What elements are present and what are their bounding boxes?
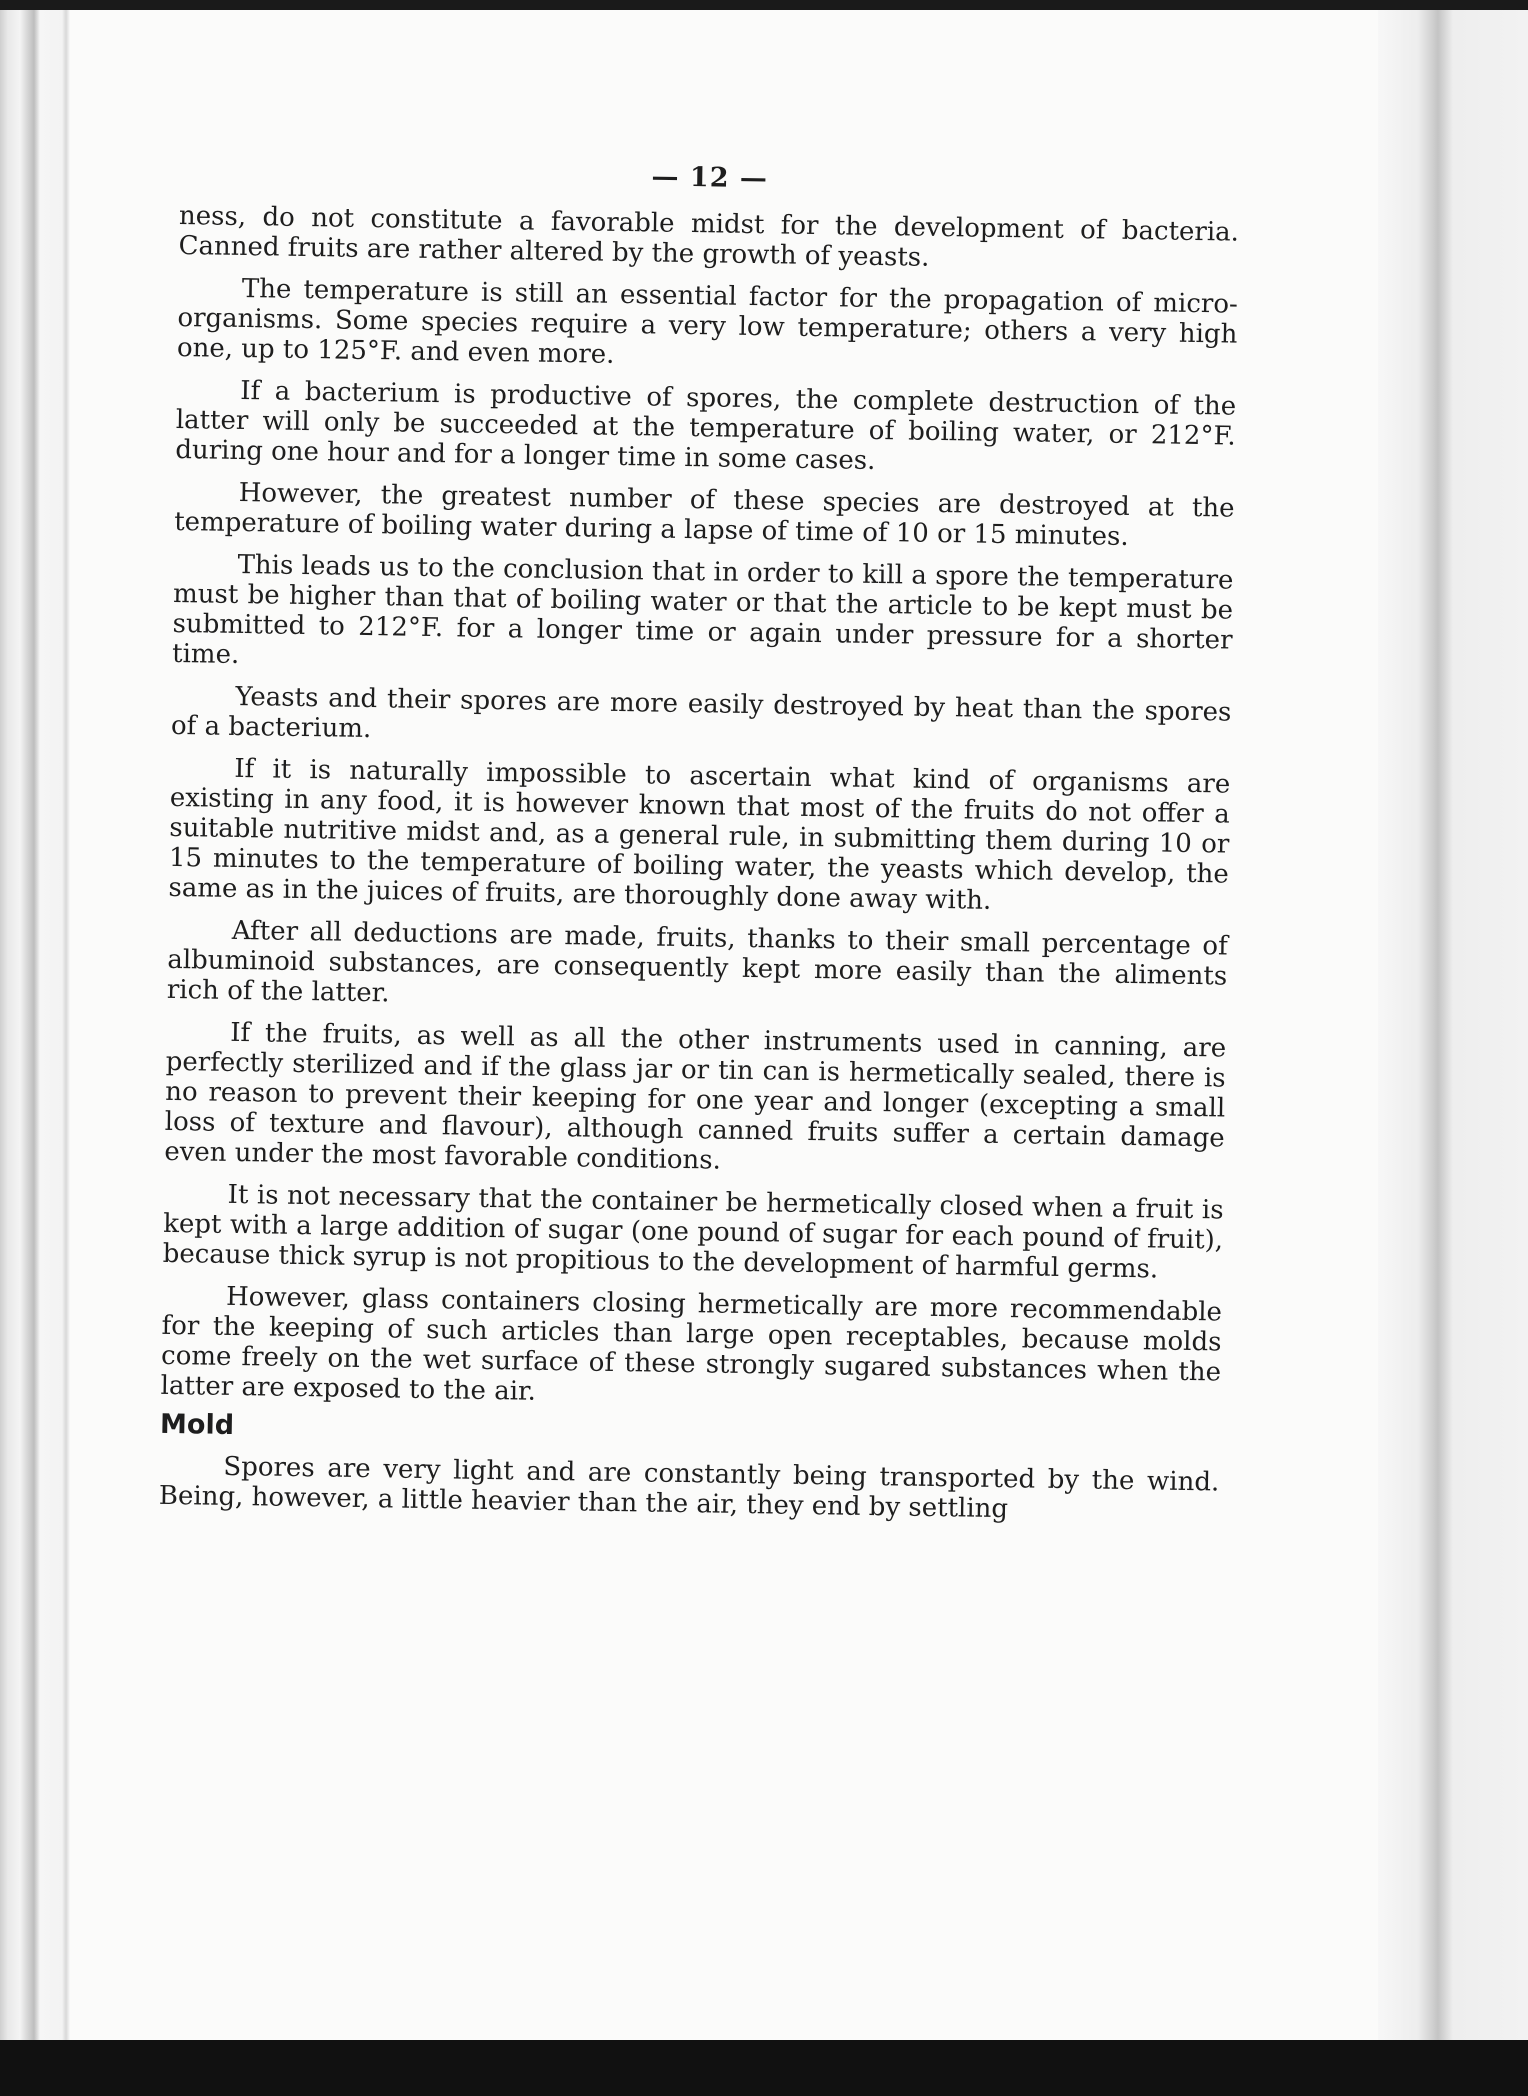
section-heading-mold: Mold	[159, 1408, 235, 1442]
paragraph-6: Yeasts and their spores are more easily destroyed by heat than the spores of a bacterium.	[170, 681, 1232, 745]
book-page	[70, 10, 1378, 2042]
paragraph-1: ness, do not constitute a favorable midst for the development of bacteria. Canned fruits are rather altered by the growth of yeasts.	[178, 200, 1240, 273]
paragraph-10: It is not necessary that the container be hermetically closed when a fruit is kept with a large addition of sugar (one pound of sugar for each pound of fruit), because thick syrup is not propitious to the development of harmful germs.	[162, 1179, 1224, 1285]
paragraph-3: If a bacterium is productive of spores, the complete destruction of the latter will only be succeeded at the temperature of boiling water, or 212°F. during one hour and for a longer time in some cases.	[175, 375, 1237, 476]
scan-right-edge	[1378, 10, 1528, 2042]
paragraph-9: If the fruits, as well as all the other instruments used in canning, are perfectly sterilized and if the glass jar or tin can is hermetically sealed, there is no reason to prevent their keeping for one year and longer (excepting a small loss of texture and flavour), although canned fruits suffer a certain damage even under the most favorable conditions.	[164, 1017, 1227, 1176]
paragraph-11: However, glass containers closing hermetically are more recommendable for the keeping of such articles than large open receptables, because molds come freely on the wet surface of these strongly sugared substances when the latter are exposed to the air.	[160, 1281, 1223, 1407]
paragraph-4: However, the greatest number of these species are destroyed at the temperature of boiling water during a lapse of time of 10 or 15 minutes.	[173, 477, 1235, 552]
paragraph-8: After all deductions are made, fruits, thanks to their small percentage of albuminoid substances, are consequently kept more easily than the aliments rich of the latter.	[166, 915, 1228, 1009]
scan-bottom-border	[0, 2040, 1528, 2096]
paragraph-5: This leads us to the conclusion that in order to kill a spore the temperature must be higher than that of boiling water or that the article to be kept must be submitted to 212°F. for a longer time or again under pressure for a shorter time.	[171, 549, 1234, 670]
page-content	[159, 155, 1240, 1539]
scan-binding-edge	[0, 10, 70, 2042]
page-number: — 12 —	[651, 161, 769, 195]
paragraph-12: Spores are very light and are constantly being transported by the wind. Being, however, a little heavier than the air, they end by settling	[158, 1451, 1220, 1525]
paragraph-2: The temperature is still an essential factor for the propagation of micro-organisms. Some species require a very low temperature; others a very high one, up to 125°F. and even more.	[176, 273, 1239, 370]
paragraph-7: If it is naturally impossible to ascertain what kind of organisms are existing in any food, it is however known that most of the fruits do not offer a suitable nutritive midst and, as a general rule, in submitting them during 10 or 15 minutes to the temperature of boiling water, the yeasts which develop, the same as in the juices of fruits, are thoroughly done away with.	[168, 753, 1231, 916]
